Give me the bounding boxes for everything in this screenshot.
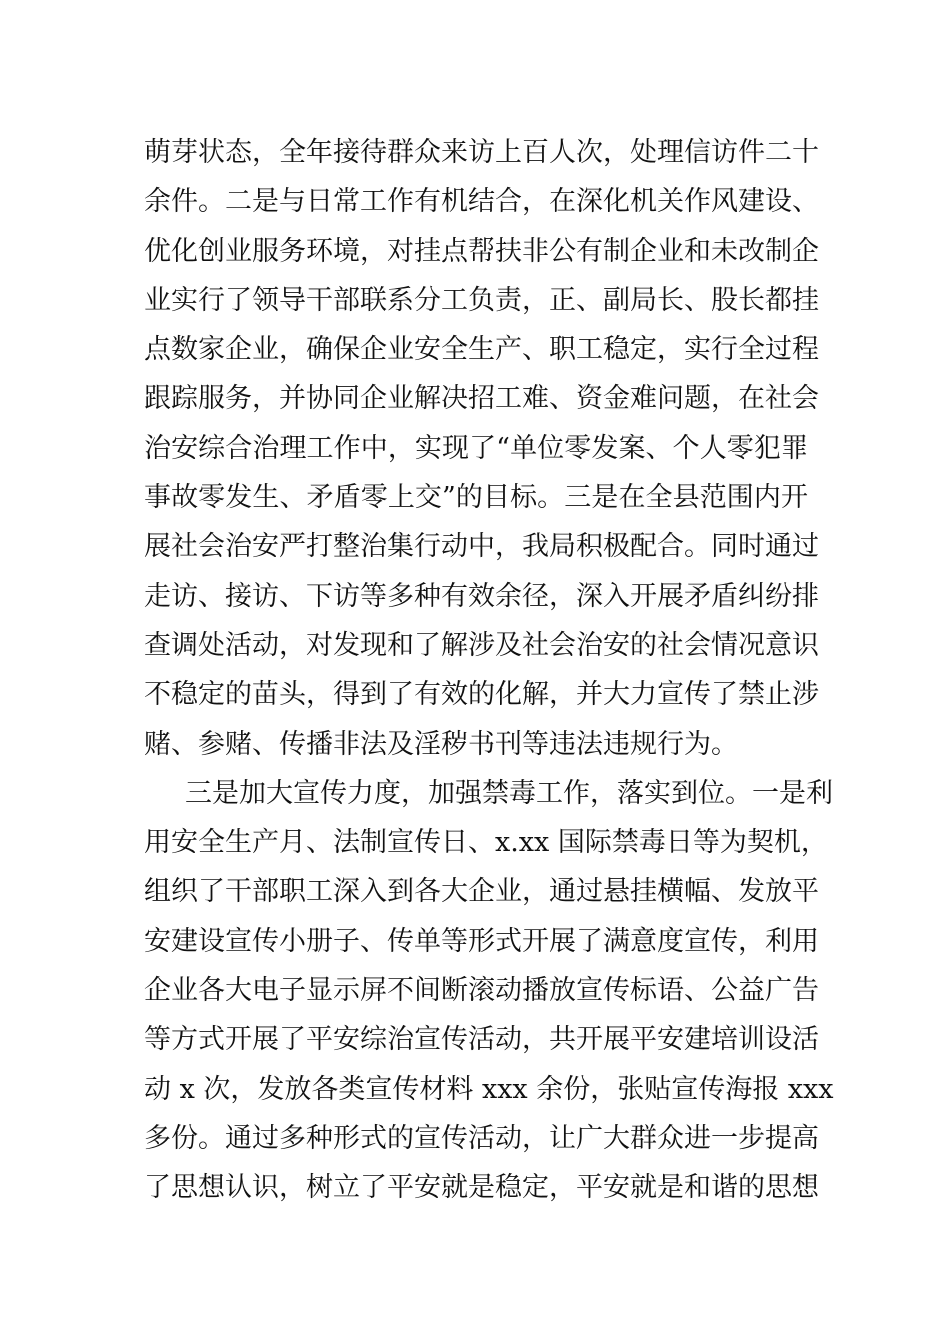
text-line: 治安综合治理工作中，实现了“单位零发案、个人零犯罪 — [144, 432, 808, 464]
paragraph-last-line: 赌、参赌、传播非法及淫秽书刊等违法违规行为。 — [144, 728, 738, 760]
text-line: 优化创业服务环境，对挂点帮扶非公有制企业和未改制企 — [144, 235, 819, 267]
text-line: 萌芽状态，全年接待群众来访上百人次，处理信访件二十 — [144, 137, 819, 168]
text-line: 企业各大电子显示屏不间断滚动播放宣传标语、公益广告 — [144, 975, 819, 1007]
text-line: 等方式开展了平安综治宣传活动，共开展平安建培训设活 — [144, 1024, 819, 1056]
paragraph-first-line: 三是加大宣传力度，加强禁毒工作，落实到位。一是利 — [185, 777, 833, 809]
text-line: 业实行了领导干部联系分工负责，正、副局长、股长都挂 — [144, 284, 819, 316]
text-line: 了思想认识，树立了平安就是稳定，平安就是和谐的思想 — [144, 1172, 819, 1204]
text-line: 点数家企业，确保企业安全生产、职工稳定，实行全过程 — [144, 334, 819, 366]
text-line: 安建设宣传小册子、传单等形式开展了满意度宣传，利用 — [144, 925, 819, 957]
text-line: 事故零发生、矛盾零上交”的目标。三是在全县范围内开 — [144, 482, 808, 514]
document-body — [144, 128, 834, 1213]
text-line: 动 x 次，发放各类宣传材料 xxx 余份，张贴宣传海报 xxx — [144, 1073, 834, 1105]
text-line: 跟踪服务，并协同企业解决招工难、资金难问题，在社会 — [144, 383, 819, 415]
text-line: 余件。二是与日常工作有机结合，在深化机关作风建设、 — [144, 186, 819, 218]
text-line: 不稳定的苗头，得到了有效的化解，并大力宣传了禁止涉 — [144, 679, 819, 711]
text-line: 用安全生产月、法制宣传日、x.xx 国际禁毒日等为契机， — [144, 827, 828, 859]
text-line: 组织了干部职工深入到各大企业，通过悬挂横幅、发放平 — [144, 876, 819, 908]
text-line: 展社会治安严打整治集行动中，我局积极配合。同时通过 — [144, 531, 819, 563]
text-line: 查调处活动，对发现和了解涉及社会治安的社会情况意识 — [144, 629, 819, 661]
text-line: 多份。通过多种形式的宣传活动，让广大群众进一步提高 — [144, 1122, 819, 1154]
text-line: 走访、接访、下访等多种有效余径，深入开展矛盾纠纷排 — [144, 580, 819, 612]
